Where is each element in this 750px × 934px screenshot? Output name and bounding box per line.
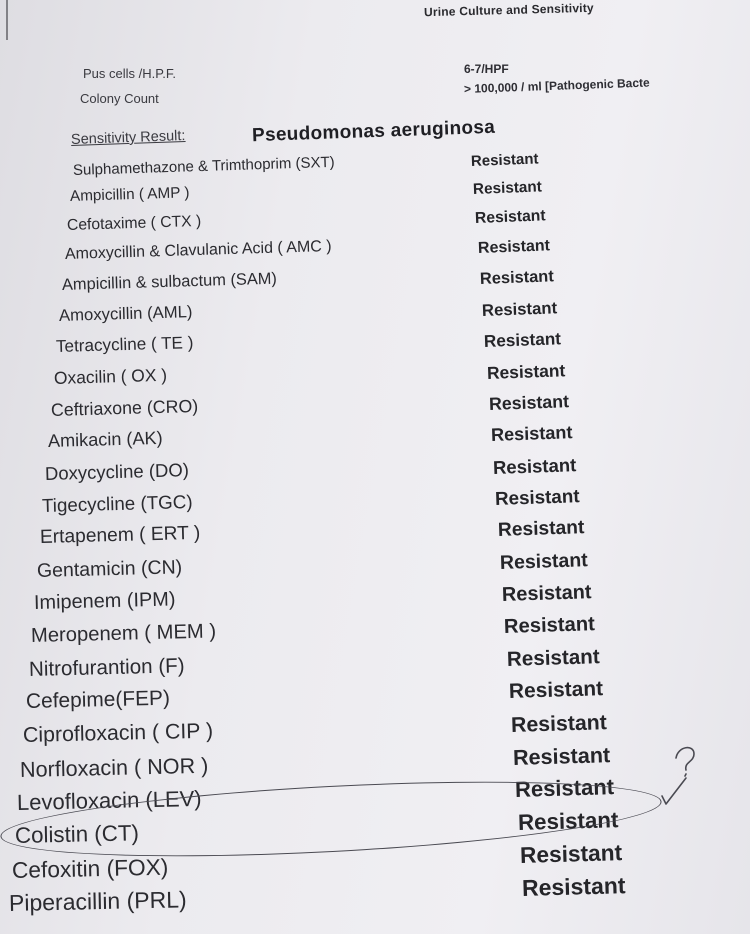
- sensitivity-result: Resistant: [470, 150, 539, 170]
- sensitivity-result: Resistant: [512, 742, 611, 770]
- report-title: Urine Culture and Sensitivity: [423, 0, 594, 20]
- antibiotic-name: Amoxycillin (AML): [58, 302, 193, 326]
- sensitivity-result: Resistant: [495, 485, 581, 510]
- sensitivity-result: Resistant: [479, 267, 554, 289]
- antibiotic-name: Cefepime(FEP): [25, 686, 170, 714]
- antibiotic-name: Piperacillin (PRL): [8, 886, 187, 916]
- organism-name: Pseudomonas aeruginosa: [251, 116, 496, 147]
- antibiotic-name: Ampicillin & sulbactum (SAM): [61, 269, 278, 294]
- antibiotic-name: Sulphamethazone & Trimthoprim (SXT): [72, 153, 335, 179]
- antibiotic-name: Imipenem (IPM): [33, 588, 176, 615]
- handwritten-question-mark: [660, 738, 710, 808]
- pus-cells-label: Pus cells /H.P.F.: [83, 66, 176, 81]
- colony-count-label: Colony Count: [80, 91, 159, 106]
- antibiotic-name: Ertapenem ( ERT ): [39, 523, 201, 549]
- sensitivity-result: Resistant: [514, 774, 615, 803]
- antibiotic-name: Ampicillin ( AMP ): [69, 184, 190, 206]
- sensitivity-result: Resistant: [506, 645, 600, 671]
- sensitivity-result: Resistant: [499, 549, 588, 574]
- antibiotic-name: Gentamicin (CN): [36, 555, 183, 582]
- antibiotic-name: Levofloxacin (LEV): [17, 785, 203, 815]
- antibiotic-name: Colistin (CT): [14, 820, 139, 849]
- sensitivity-result: Resistant: [510, 709, 608, 737]
- sensitivity-result: Resistant: [475, 207, 547, 227]
- colony-count-value: > 100,000 / ml [Pathogenic Bacte: [463, 75, 650, 96]
- sensitivity-result: Resistant: [483, 328, 562, 351]
- antibiotic-name: Norfloxacin ( NOR ): [19, 752, 209, 782]
- sensitivity-result: Resistant: [477, 237, 550, 257]
- sensitivity-result: Resistant: [503, 613, 596, 638]
- sensitivity-result: Resistant: [521, 872, 626, 901]
- antibiotic-name: Amikacin (AK): [47, 428, 163, 452]
- sensitivity-result: Resistant: [486, 359, 566, 383]
- sensitivity-result: Resistant: [508, 677, 604, 704]
- sensitivity-result: Resistant: [488, 390, 570, 414]
- sensitivity-result: Resistant: [472, 178, 543, 198]
- antibiotic-name: Nitrofurantion (F): [28, 653, 185, 681]
- sensitivity-result: Resistant: [519, 839, 623, 869]
- antibiotic-name: Meropenem ( MEM ): [31, 620, 217, 647]
- antibiotic-name: Tetracycline ( TE ): [56, 333, 194, 357]
- sensitivity-result: Resistant: [517, 806, 619, 835]
- antibiotic-name: Cefotaxime ( CTX ): [67, 212, 202, 234]
- sensitivity-result: Resistant: [492, 453, 577, 478]
- page-edge-line: [6, 0, 8, 40]
- antibiotic-name: Tigecycline (TGC): [42, 491, 194, 517]
- pus-cells-value: 6-7/HPF: [464, 62, 509, 76]
- sensitivity-result: Resistant: [497, 517, 585, 541]
- antibiotic-name: Ceftriaxone (CRO): [50, 395, 199, 420]
- antibiotic-name: Doxycycline (DO): [44, 459, 190, 485]
- sensitivity-result: Resistant: [481, 297, 558, 320]
- antibiotic-name: Cefoxitin (FOX): [11, 853, 169, 883]
- antibiotic-name: Amoxycillin & Clavulanic Acid ( AMC ): [64, 237, 332, 263]
- sensitivity-result-label: Sensitivity Result:: [70, 128, 186, 148]
- antibiotic-name: Ciprofloxacin ( CIP ): [22, 718, 214, 748]
- sensitivity-result: Resistant: [501, 580, 592, 606]
- sensitivity-result: Resistant: [490, 422, 573, 446]
- antibiotic-name: Oxacilin ( OX ): [53, 365, 167, 389]
